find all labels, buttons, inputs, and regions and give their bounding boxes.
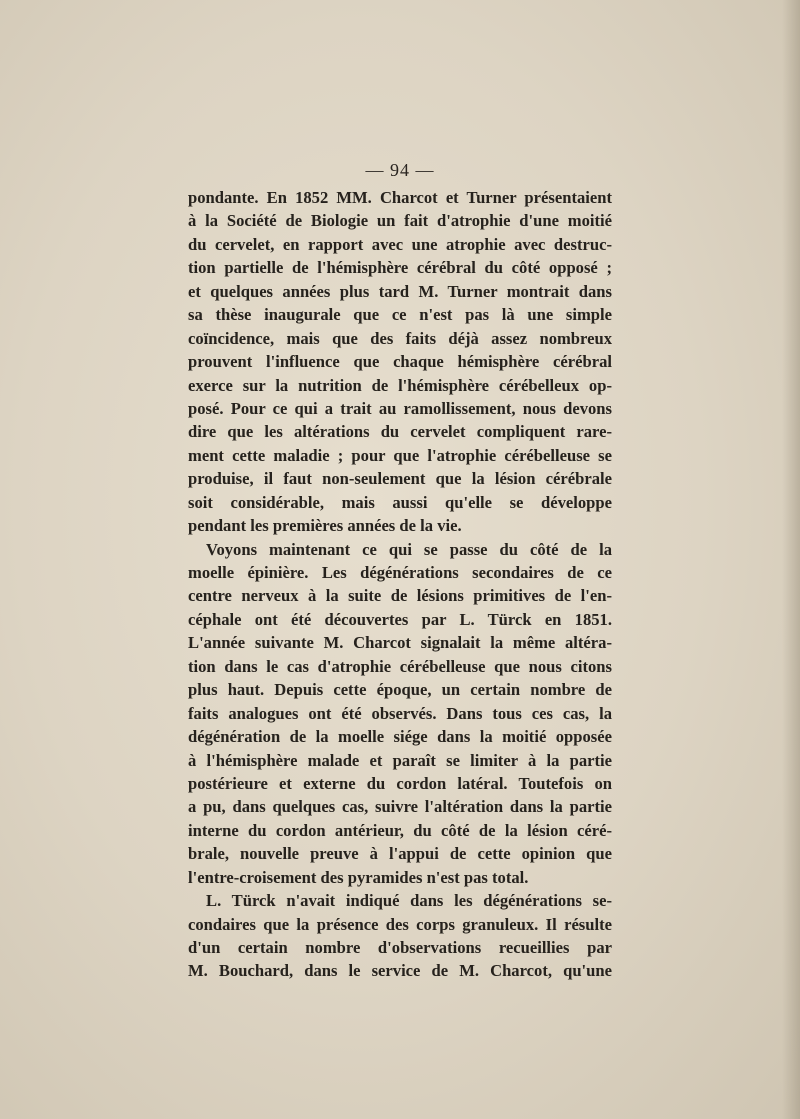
- text-line: brale, nouvelle preuve à l'appui de cette opinion que: [188, 844, 612, 864]
- text-line: postérieure et externe du cordon latéral. Toutefois on: [188, 773, 612, 793]
- text-line: pondante. En 1852 MM. Charcot et Turner présentaient: [188, 188, 612, 207]
- text-line: interne du cordon antérieur, du côté de la lésion céré-: [188, 820, 612, 840]
- text-line: à la Société de Biologie un fait d'atrophie d'une moitié: [188, 211, 612, 231]
- text-line: sa thèse inaugurale que ce n'est pas là une simple: [188, 305, 612, 325]
- text-line: tion partielle de l'hémisphère cérébral du côté opposé ;: [188, 258, 612, 278]
- text-line: à l'hémisphère malade et paraît se limiter à la partie: [188, 750, 612, 770]
- text-line: condaires que la présence des corps granuleux. Il résulte: [188, 914, 612, 934]
- paragraph-end-line: pendant les premières années de la vie.: [188, 516, 462, 536]
- paragraph-end-line: l'entre-croisement des pyramides n'est pas total.: [188, 867, 529, 887]
- text-line: L'année suivante M. Charcot signalait la même altéra-: [188, 633, 612, 653]
- paragraph-start-line: Voyons maintenant ce qui se passe du côté de la: [206, 539, 612, 559]
- text-line: dégénération de la moelle siége dans la moitié opposée: [188, 727, 612, 747]
- text-line: ment cette maladie ; pour que l'atrophie cérébelleuse se: [188, 445, 612, 465]
- text-line: a pu, dans quelques cas, suivre l'altération dans la partie: [188, 797, 612, 817]
- text-line: posé. Pour ce qui a trait au ramollissement, nous devons: [188, 398, 612, 418]
- page-number: — 94 —: [365, 160, 435, 180]
- text-line: céphale ont été découvertes par L. Türck en 1851.: [188, 609, 612, 629]
- text-line: soit considérable, mais aussi qu'elle se développe: [188, 492, 612, 512]
- text-line: produise, il faut non-seulement que la lésion cérébrale: [188, 469, 612, 489]
- text-line: tion dans le cas d'atrophie cérébelleuse que nous citons: [188, 656, 612, 676]
- text-line: exerce sur la nutrition de l'hémisphère cérébelleux op-: [188, 375, 612, 395]
- text-line: centre nerveux à la suite de lésions primitives de l'en-: [188, 586, 612, 606]
- text-line: moelle épinière. Les dégénérations secondaires de ce: [188, 563, 612, 582]
- text-line: prouvent l'influence que chaque hémisphère cérébral: [188, 352, 612, 372]
- text-line: plus haut. Depuis cette époque, un certain nombre de: [188, 680, 612, 700]
- text-line: du cervelet, en rapport avec une atrophie avec destruc-: [188, 234, 612, 254]
- text-line: dire que les altérations du cervelet compliquent rare-: [188, 422, 612, 442]
- text-line: M. Bouchard, dans le service de M. Charcot, qu'une: [188, 961, 612, 981]
- text-line: faits analogues ont été observés. Dans tous ces cas, la: [188, 703, 612, 723]
- text-line: et quelques années plus tard M. Turner montrait dans: [188, 281, 612, 301]
- text-line: coïncidence, mais que des faits déjà assez nombreux: [188, 328, 612, 348]
- paragraph-start-line: L. Türck n'avait indiqué dans les dégénérations se-: [206, 891, 612, 911]
- body-text: [188, 186, 612, 983]
- text-line: d'un certain nombre d'observations recueillies par: [188, 938, 612, 957]
